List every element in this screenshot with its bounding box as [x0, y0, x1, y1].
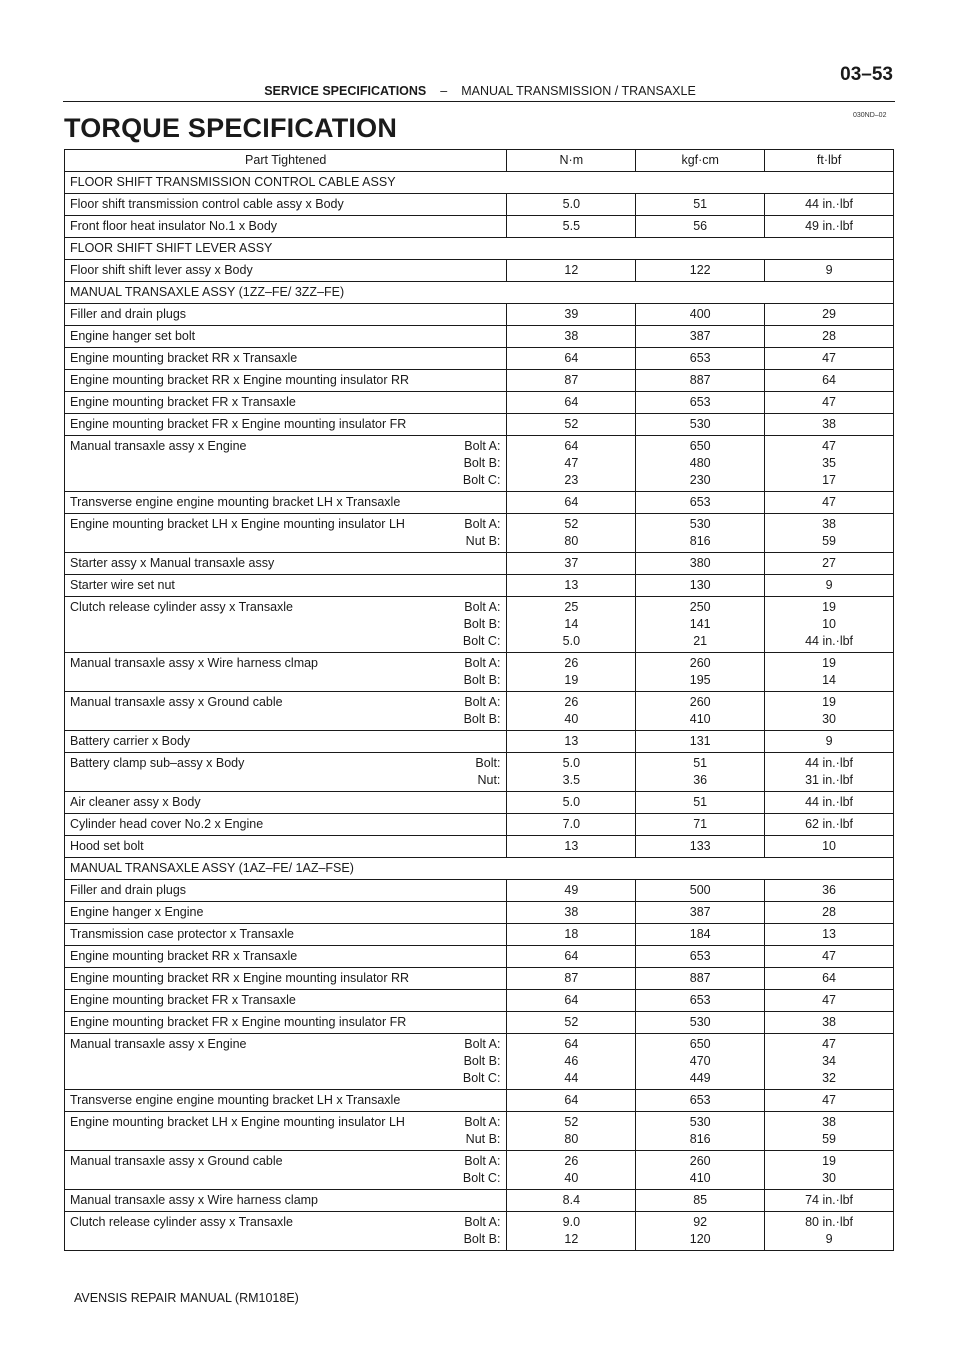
part-name: Engine mounting bracket FR x Transaxle [70, 993, 296, 1007]
kgfcm-cell: 530 816 [636, 514, 765, 553]
part-cell [65, 348, 507, 370]
part-cell [65, 1112, 507, 1151]
part-name: Clutch release cylinder assy x Transaxle [70, 600, 294, 614]
kgfcm-cell: 85 [636, 1190, 765, 1212]
nm-cell: 87 [507, 968, 636, 990]
fastener-labels: Bolt A: Bolt B: [463, 1215, 501, 1246]
part-name: Battery carrier x Body [70, 734, 191, 748]
nm-cell: 12 [507, 260, 636, 282]
ftlbf-cell: 44 in.·lbf [765, 194, 894, 216]
kgfcm-cell: 122 [636, 260, 765, 282]
table-section-row [65, 282, 894, 304]
nm-cell: 64 [507, 392, 636, 414]
page-title: TORQUE SPECIFICATION [64, 113, 398, 143]
kgfcm-cell: 650 470 449 [636, 1034, 765, 1090]
part-name: Engine mounting bracket FR x Transaxle [70, 395, 296, 409]
ftlbf-cell: 9 [765, 731, 894, 753]
part-name: Manual transaxle assy x Engine [70, 1037, 247, 1051]
table-row [65, 692, 894, 731]
section-heading: MANUAL TRANSAXLE ASSY (1AZ–FE/ 1AZ–FSE) [65, 858, 894, 880]
table-row [65, 348, 894, 370]
part-cell [65, 216, 507, 238]
kgfcm-cell: 260 410 [636, 1151, 765, 1190]
part-cell [65, 304, 507, 326]
table-row [65, 1090, 894, 1112]
part-cell [65, 990, 507, 1012]
table-row [65, 968, 894, 990]
ftlbf-cell: 38 59 [765, 514, 894, 553]
part-cell [65, 1190, 507, 1212]
nm-cell: 7.0 [507, 814, 636, 836]
ftlbf-cell: 47 35 17 [765, 436, 894, 492]
page-number: 03–53 [840, 64, 893, 85]
nm-cell: 38 [507, 902, 636, 924]
table-row [65, 575, 894, 597]
ftlbf-cell: 62 in.·lbf [765, 814, 894, 836]
part-name: Filler and drain plugs [70, 883, 187, 897]
ftlbf-cell: 38 [765, 414, 894, 436]
part-cell [65, 880, 507, 902]
kgfcm-cell: 653 [636, 492, 765, 514]
nm-cell: 5.0 [507, 792, 636, 814]
kgfcm-cell: 887 [636, 968, 765, 990]
kgfcm-cell: 260 195 [636, 653, 765, 692]
part-cell [65, 814, 507, 836]
part-name: Manual transaxle assy x Wire harness clamp [70, 1193, 319, 1207]
table-row [65, 946, 894, 968]
part-cell [65, 946, 507, 968]
part-name: Manual transaxle assy x Engine [70, 439, 247, 453]
ftlbf-cell: 64 [765, 370, 894, 392]
table-row [65, 553, 894, 575]
part-cell [65, 753, 507, 792]
table-row [65, 492, 894, 514]
kgfcm-cell: 530 [636, 414, 765, 436]
part-name: Engine hanger x Engine [70, 905, 204, 919]
fastener-labels: Bolt A: Bolt B: Bolt C: [462, 600, 501, 648]
part-cell [65, 260, 507, 282]
nm-cell: 26 19 [507, 653, 636, 692]
part-cell [65, 326, 507, 348]
table-row [65, 436, 894, 492]
ftlbf-cell: 47 34 32 [765, 1034, 894, 1090]
nm-cell: 64 [507, 946, 636, 968]
table-row [65, 990, 894, 1012]
part-name: Filler and drain plugs [70, 307, 187, 321]
nm-cell: 52 80 [507, 1112, 636, 1151]
table-row [65, 880, 894, 902]
fastener-labels: Bolt A: Nut B: [464, 1115, 501, 1146]
part-cell [65, 924, 507, 946]
nm-cell: 5.5 [507, 216, 636, 238]
part-cell [65, 414, 507, 436]
col-header-part: Part Tightened [65, 150, 507, 172]
section-heading: FLOOR SHIFT TRANSMISSION CONTROL CABLE ASSY [65, 172, 894, 194]
kgfcm-cell: 51 [636, 194, 765, 216]
header-separator: – [440, 84, 448, 98]
nm-cell: 87 [507, 370, 636, 392]
part-cell [65, 692, 507, 731]
part-name: Engine mounting bracket RR x Transaxle [70, 351, 298, 365]
table-row [65, 216, 894, 238]
nm-cell: 5.0 [507, 194, 636, 216]
ftlbf-cell: 47 [765, 348, 894, 370]
fastener-labels: Bolt A: Nut B: [464, 517, 501, 548]
part-name: Engine mounting bracket LH x Engine mounting insulator LH [70, 517, 405, 531]
part-cell [65, 1090, 507, 1112]
part-cell [65, 492, 507, 514]
table-row [65, 597, 894, 653]
ftlbf-cell: 44 in.·lbf [765, 792, 894, 814]
section-heading: FLOOR SHIFT SHIFT LEVER ASSY [65, 238, 894, 260]
table-section-row [65, 238, 894, 260]
fastener-labels: Bolt A: Bolt B: [463, 695, 501, 726]
nm-cell: 18 [507, 924, 636, 946]
part-cell [65, 792, 507, 814]
ftlbf-cell: 47 [765, 1090, 894, 1112]
fastener-labels: Bolt A: Bolt C: [462, 1154, 501, 1185]
kgfcm-cell: 500 [636, 880, 765, 902]
nm-cell: 9.0 12 [507, 1212, 636, 1251]
table-row [65, 370, 894, 392]
part-cell [65, 575, 507, 597]
nm-cell: 5.0 3.5 [507, 753, 636, 792]
table-row [65, 731, 894, 753]
table-row [65, 194, 894, 216]
part-cell [65, 653, 507, 692]
kgfcm-cell: 400 [636, 304, 765, 326]
part-name: Front floor heat insulator No.1 x Body [70, 219, 278, 233]
nm-cell: 26 40 [507, 1151, 636, 1190]
table-row [65, 836, 894, 858]
col-header-ftlbf: ft·lbf [765, 150, 894, 172]
nm-cell: 52 80 [507, 514, 636, 553]
part-name: Transverse engine engine mounting bracket LH x Transaxle [70, 495, 401, 509]
table-row [65, 1212, 894, 1251]
part-cell [65, 553, 507, 575]
nm-cell: 52 [507, 414, 636, 436]
part-name: Battery clamp sub–assy x Body [70, 756, 245, 770]
kgfcm-cell: 387 [636, 902, 765, 924]
part-cell [65, 436, 507, 492]
col-header-kgfcm: kgf·cm [636, 150, 765, 172]
table-body [65, 172, 894, 1251]
ftlbf-cell: 47 [765, 990, 894, 1012]
ftlbf-cell: 28 [765, 902, 894, 924]
part-cell [65, 902, 507, 924]
footer-manual-id: AVENSIS REPAIR MANUAL (RM1018E) [74, 1291, 299, 1305]
nm-cell: 49 [507, 880, 636, 902]
header-rule [63, 101, 895, 102]
kgfcm-cell: 56 [636, 216, 765, 238]
nm-cell: 64 [507, 348, 636, 370]
ftlbf-cell: 19 14 [765, 653, 894, 692]
ftlbf-cell: 64 [765, 968, 894, 990]
kgfcm-cell: 71 [636, 814, 765, 836]
part-name: Hood set bolt [70, 839, 144, 853]
ftlbf-cell: 19 10 44 in.·lbf [765, 597, 894, 653]
table-row [65, 1112, 894, 1151]
col-header-nm: N·m [507, 150, 636, 172]
table-row [65, 924, 894, 946]
nm-cell: 25 14 5.0 [507, 597, 636, 653]
header-section: SERVICE SPECIFICATIONS [264, 84, 427, 98]
nm-cell: 52 [507, 1012, 636, 1034]
ftlbf-cell: 38 59 [765, 1112, 894, 1151]
part-cell [65, 1212, 507, 1251]
part-name: Transverse engine engine mounting bracket LH x Transaxle [70, 1093, 401, 1107]
ftlbf-cell: 29 [765, 304, 894, 326]
ftlbf-cell: 13 [765, 924, 894, 946]
table-section-row [65, 858, 894, 880]
kgfcm-cell: 51 36 [636, 753, 765, 792]
ftlbf-cell: 27 [765, 553, 894, 575]
kgfcm-cell: 260 410 [636, 692, 765, 731]
figure-code: 030ND–02 [853, 112, 887, 119]
fastener-labels: Bolt A: Bolt B: Bolt C: [462, 439, 501, 487]
table-row [65, 1034, 894, 1090]
part-name: Engine mounting bracket LH x Engine mounting insulator LH [70, 1115, 405, 1129]
nm-cell: 13 [507, 575, 636, 597]
ftlbf-cell: 47 [765, 392, 894, 414]
ftlbf-cell: 80 in.·lbf 9 [765, 1212, 894, 1251]
part-cell [65, 194, 507, 216]
table-row [65, 414, 894, 436]
table-row [65, 902, 894, 924]
header-subsection: MANUAL TRANSMISSION / TRANSAXLE [461, 84, 696, 98]
ftlbf-cell: 19 30 [765, 1151, 894, 1190]
table-header-row [65, 150, 894, 172]
ftlbf-cell: 19 30 [765, 692, 894, 731]
kgfcm-cell: 653 [636, 990, 765, 1012]
part-cell [65, 597, 507, 653]
nm-cell: 64 [507, 492, 636, 514]
part-name: Air cleaner assy x Body [70, 795, 201, 809]
torque-table [64, 149, 894, 1251]
part-cell [65, 370, 507, 392]
kgfcm-cell: 650 480 230 [636, 436, 765, 492]
part-name: Engine mounting bracket RR x Transaxle [70, 949, 298, 963]
table-row [65, 514, 894, 553]
part-name: Engine mounting bracket FR x Engine mounting insulator FR [70, 417, 407, 431]
part-cell [65, 1034, 507, 1090]
table-row [65, 753, 894, 792]
table-row [65, 392, 894, 414]
table-row [65, 304, 894, 326]
part-name: Manual transaxle assy x Ground cable [70, 1154, 283, 1168]
kgfcm-cell: 380 [636, 553, 765, 575]
kgfcm-cell: 250 141 21 [636, 597, 765, 653]
table-row [65, 653, 894, 692]
table-row [65, 1190, 894, 1212]
ftlbf-cell: 38 [765, 1012, 894, 1034]
fastener-labels: Bolt: Nut: [475, 756, 501, 787]
part-cell [65, 1151, 507, 1190]
table-row [65, 814, 894, 836]
kgfcm-cell: 92 120 [636, 1212, 765, 1251]
kgfcm-cell: 530 [636, 1012, 765, 1034]
kgfcm-cell: 133 [636, 836, 765, 858]
nm-cell: 39 [507, 304, 636, 326]
ftlbf-cell: 49 in.·lbf [765, 216, 894, 238]
kgfcm-cell: 130 [636, 575, 765, 597]
part-name: Engine hanger set bolt [70, 329, 196, 343]
part-cell [65, 392, 507, 414]
kgfcm-cell: 653 [636, 392, 765, 414]
table-row [65, 792, 894, 814]
part-name: Starter assy x Manual transaxle assy [70, 556, 275, 570]
table-section-row [65, 172, 894, 194]
part-name: Transmission case protector x Transaxle [70, 927, 294, 941]
fastener-labels: Bolt A: Bolt B: [463, 656, 501, 687]
kgfcm-cell: 131 [636, 731, 765, 753]
fastener-labels: Bolt A: Bolt B: Bolt C: [462, 1037, 501, 1085]
nm-cell: 8.4 [507, 1190, 636, 1212]
kgfcm-cell: 887 [636, 370, 765, 392]
table-row [65, 326, 894, 348]
table-row [65, 1151, 894, 1190]
part-name: Cylinder head cover No.2 x Engine [70, 817, 264, 831]
ftlbf-cell: 47 [765, 946, 894, 968]
part-name: Engine mounting bracket FR x Engine mounting insulator FR [70, 1015, 407, 1029]
table-row [65, 260, 894, 282]
nm-cell: 13 [507, 836, 636, 858]
part-name: Floor shift transmission control cable assy x Body [70, 197, 344, 211]
nm-cell: 37 [507, 553, 636, 575]
part-name: Clutch release cylinder assy x Transaxle [70, 1215, 294, 1229]
nm-cell: 64 [507, 1090, 636, 1112]
kgfcm-cell: 530 816 [636, 1112, 765, 1151]
ftlbf-cell: 74 in.·lbf [765, 1190, 894, 1212]
kgfcm-cell: 387 [636, 326, 765, 348]
ftlbf-cell: 9 [765, 575, 894, 597]
nm-cell: 38 [507, 326, 636, 348]
part-name: Manual transaxle assy x Ground cable [70, 695, 283, 709]
ftlbf-cell: 10 [765, 836, 894, 858]
table-row [65, 1012, 894, 1034]
ftlbf-cell: 44 in.·lbf 31 in.·lbf [765, 753, 894, 792]
part-name: Manual transaxle assy x Wire harness clmap [70, 656, 319, 670]
section-heading: MANUAL TRANSAXLE ASSY (1ZZ–FE/ 3ZZ–FE) [65, 282, 894, 304]
kgfcm-cell: 51 [636, 792, 765, 814]
ftlbf-cell: 28 [765, 326, 894, 348]
part-name: Floor shift shift lever assy x Body [70, 263, 253, 277]
kgfcm-cell: 184 [636, 924, 765, 946]
ftlbf-cell: 36 [765, 880, 894, 902]
part-cell [65, 514, 507, 553]
nm-cell: 64 47 23 [507, 436, 636, 492]
nm-cell: 64 [507, 990, 636, 1012]
ftlbf-cell: 9 [765, 260, 894, 282]
part-name: Engine mounting bracket RR x Engine mounting insulator RR [70, 971, 410, 985]
nm-cell: 64 46 44 [507, 1034, 636, 1090]
part-cell [65, 1012, 507, 1034]
kgfcm-cell: 653 [636, 348, 765, 370]
nm-cell: 26 40 [507, 692, 636, 731]
running-header [0, 84, 960, 98]
part-name: Starter wire set nut [70, 578, 175, 592]
kgfcm-cell: 653 [636, 946, 765, 968]
part-name: Engine mounting bracket RR x Engine mounting insulator RR [70, 373, 410, 387]
part-cell [65, 731, 507, 753]
part-cell [65, 968, 507, 990]
kgfcm-cell: 653 [636, 1090, 765, 1112]
ftlbf-cell: 47 [765, 492, 894, 514]
nm-cell: 13 [507, 731, 636, 753]
part-cell [65, 836, 507, 858]
